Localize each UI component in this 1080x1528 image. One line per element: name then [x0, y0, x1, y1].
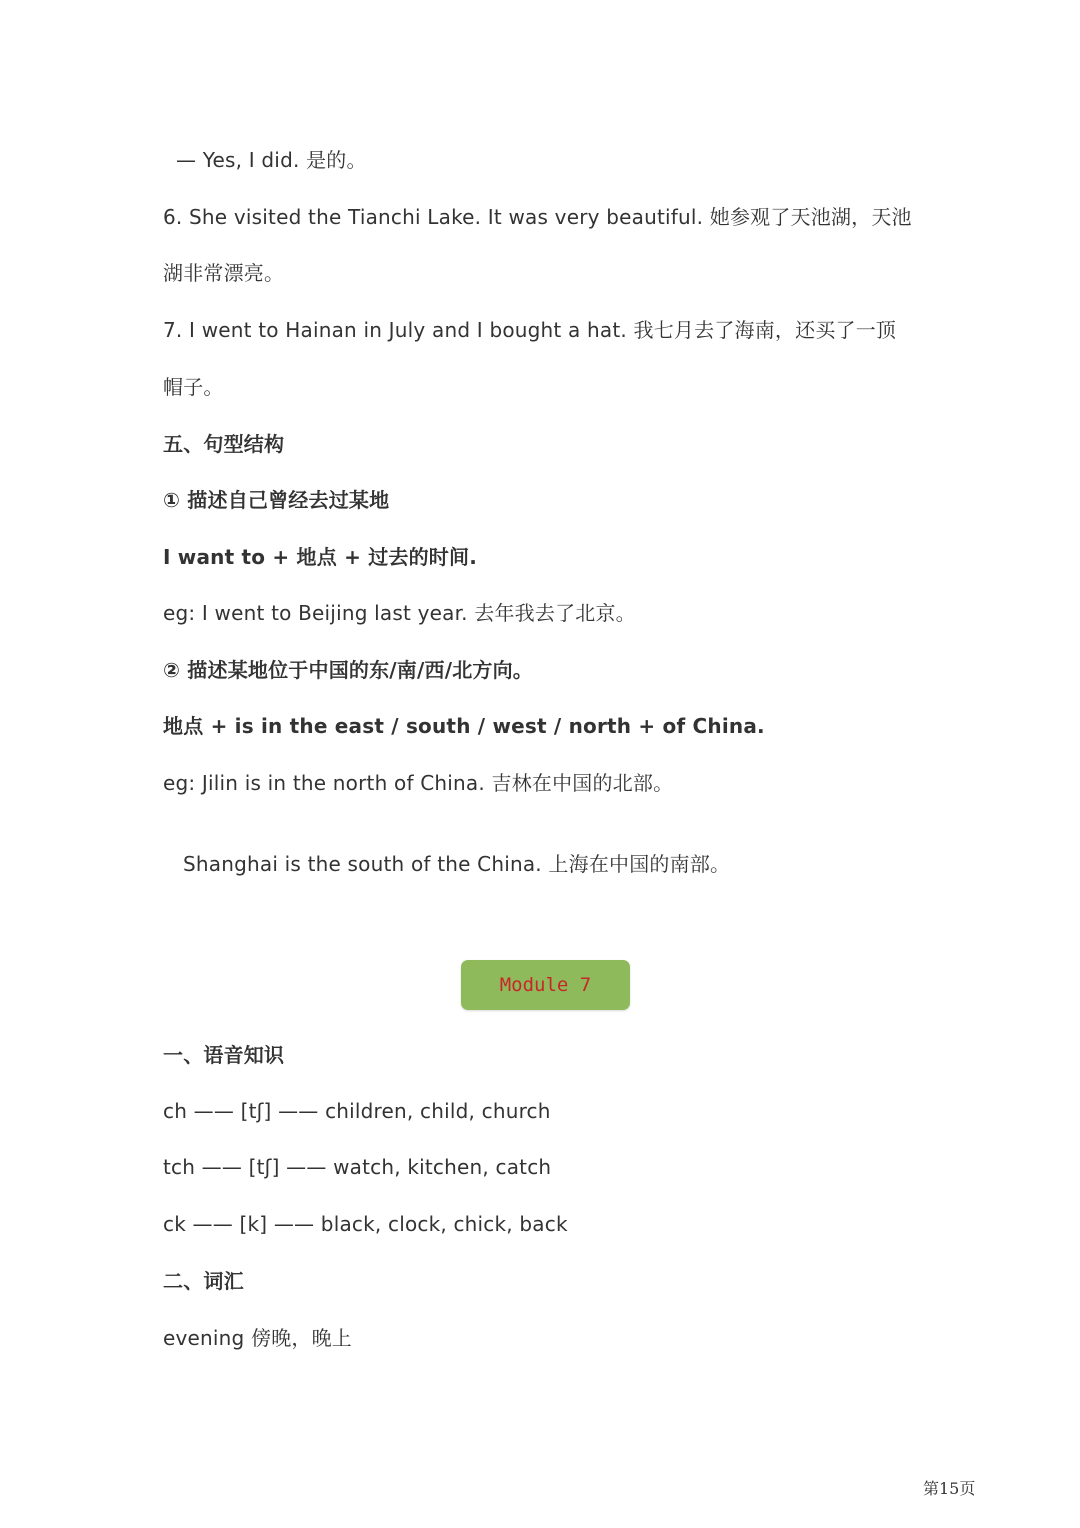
answer-yes-i-did: — Yes, I did. 是的。	[176, 148, 367, 172]
subsection-1-pattern: I want to + 地点 + 过去的时间.	[163, 545, 478, 569]
phonics-ck: ck —— [k] —— black, clock, chick, back	[163, 1212, 568, 1236]
subsection-1-example: eg: I went to Beijing last year. 去年我去了北京。	[163, 601, 636, 625]
subsection-1-heading: ① 描述自己曾经去过某地	[163, 488, 390, 512]
phonics-tch: tch —— [tʃ] —— watch, kitchen, catch	[163, 1155, 552, 1179]
subsection-2-heading: ② 描述某地位于中国的东/南/西/北方向。	[163, 658, 534, 682]
section-1-heading: 一、语音知识	[163, 1043, 285, 1067]
section-5-heading: 五、句型结构	[163, 432, 285, 456]
vocab-evening: evening 傍晚，晚上	[163, 1326, 353, 1350]
page-number: 第15页	[923, 1479, 976, 1498]
sentence-7-line-2: 帽子。	[163, 375, 224, 399]
sentence-6-line-1: 6. She visited the Tianchi Lake. It was very beautiful. 她参观了天池湖，天池	[163, 205, 912, 229]
section-2-heading: 二、词汇	[163, 1269, 244, 1293]
subsection-2-example-2: Shanghai is the south of the China. 上海在中国的南部。	[183, 852, 731, 876]
sentence-6-line-2: 湖非常漂亮。	[163, 261, 285, 285]
module-7-badge: Module 7	[461, 960, 630, 1010]
sentence-7-line-1: 7. I went to Hainan in July and I bought a hat. 我七月去了海南，还买了一顶	[163, 318, 897, 342]
phonics-ch: ch —— [tʃ] —— children, child, church	[163, 1099, 551, 1123]
subsection-2-pattern: 地点 + is in the east / south / west / north + of China.	[163, 714, 765, 738]
subsection-2-example-1: eg: Jilin is in the north of China. 吉林在中国的北部。	[163, 771, 674, 795]
